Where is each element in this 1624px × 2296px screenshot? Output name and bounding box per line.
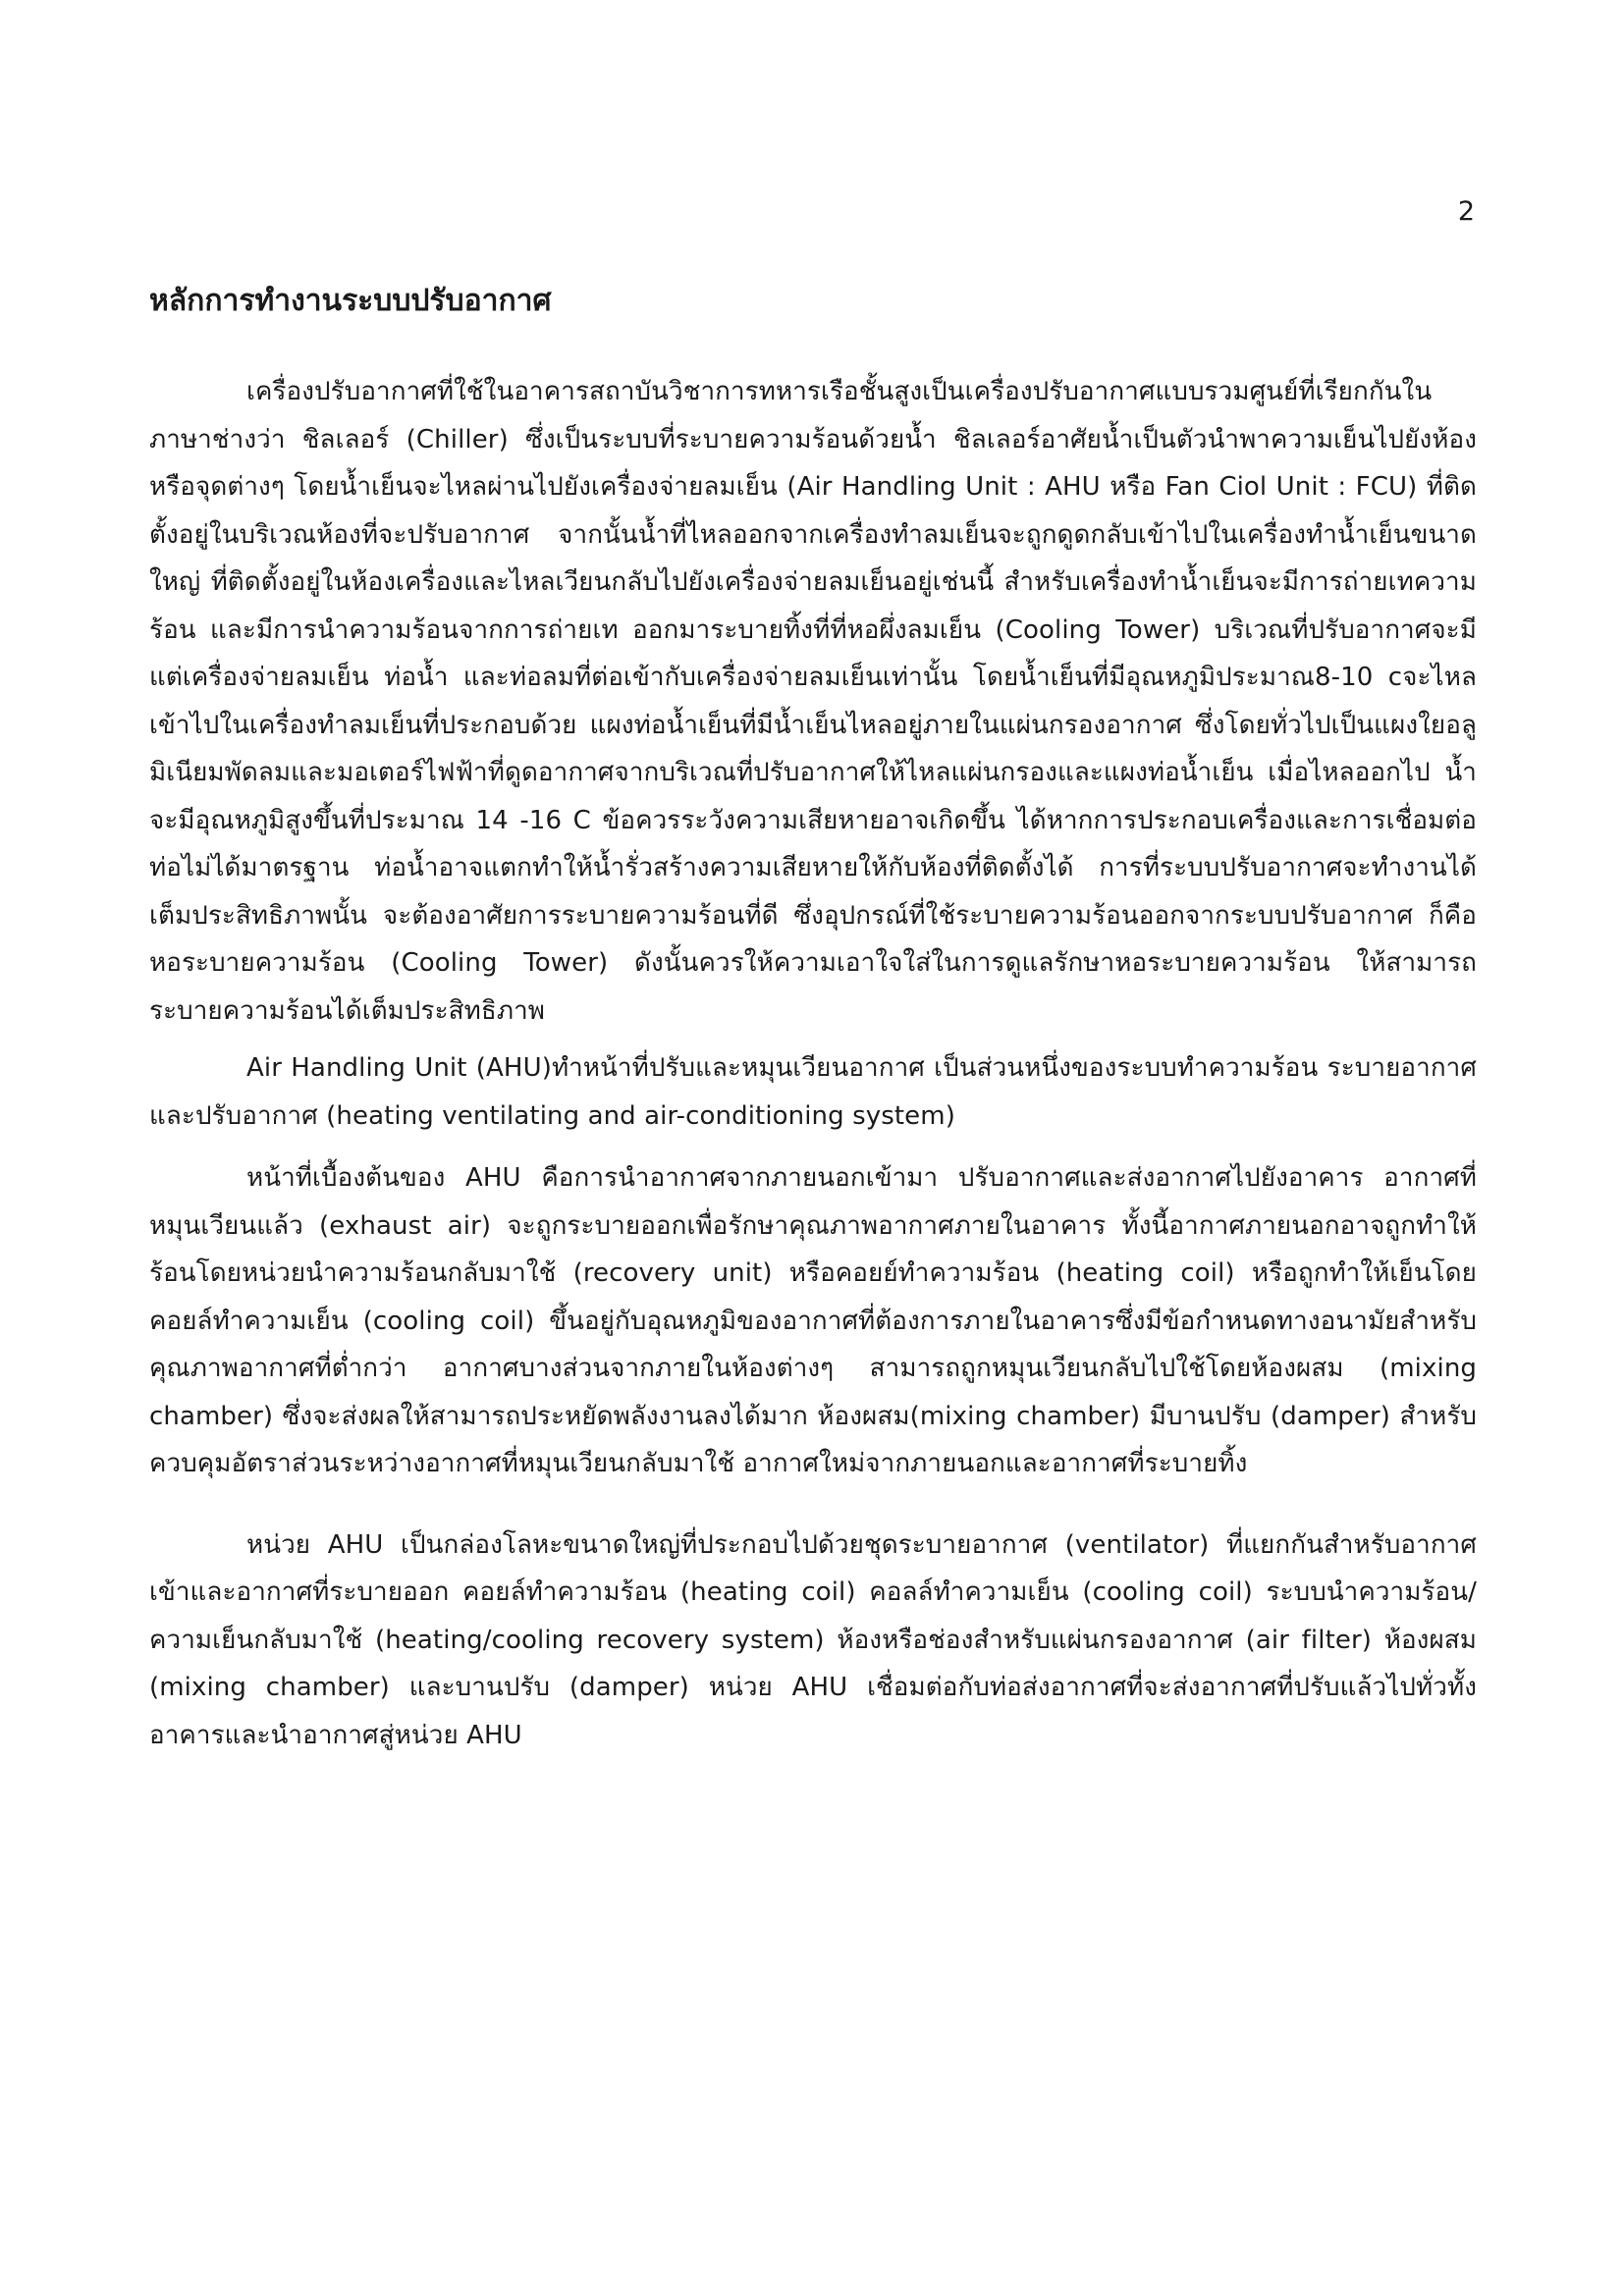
paragraph-ahu-components: หน่วย AHU เป็นกล่องโลหะขนาดใหญ่ที่ประกอบไปด้วยชุดระบายอากาศ (ventilator) ที่แยกกันสำหรับอากาศเข้าและอากาศที่ระบายออก คอยล์ทำความร้อน (heating coil) คอลล์ทำความเย็น (cooling coil) ระบบนำความร้อน/ความเย็นกลับมาใช้ (heating/cooling recovery system) ห้องหรือช่องสำหรับแผ่นกรองอากาศ (air filter) ห้องผสม (mixing chamber) และบานปรับ (damper) หน่วย AHU เชื่อมต่อกับท่อส่งอากาศที่จะส่งอากาศที่ปรับแล้วไปทั่วทั้งอาคารและนำอากาศสู่หน่วย AHU — [149, 1529, 1477, 1750]
paragraph-ahu-definition: Air Handling Unit (AHU)ทำหน้าที่ปรับและหมุนเวียนอากาศ เป็นส่วนหนึ่งของระบบทำความร้อน ระบายอากาศและปรับอากาศ (heating ventilating and air-conditioning system) — [149, 1053, 1477, 1131]
section-heading: หลักการทำงานระบบปรับอากาศ — [149, 284, 552, 318]
document-body — [149, 368, 1477, 1759]
paragraph-chiller-overview: เครื่องปรับอากาศที่ใช้ในอาคารสถาบันวิชาการทหารเรือชั้นสูงเป็นเครื่องปรับอากาศแบบรวมศูนย์ที่เรียกกันในภาษาช่างว่า ชิลเลอร์ (Chiller) ซึ่งเป็นระบบที่ระบายความร้อนด้วยน้ำ ชิลเลอร์อาศัยน้ำเป็นตัวนำพาความเย็นไปยังห้องหรือจุดต่างๆ โดยน้ำเย็นจะไหลผ่านไปยังเครื่องจ่ายลมเย็น (Air Handling Unit : AHU หรือ Fan Ciol Unit : FCU) ที่ติดตั้งอยู่ในบริเวณห้องที่จะปรับอากาศ จากนั้นน้ำที่ไหลออกจากเครื่องทำลมเย็นจะถูกดูดกลับเข้าไปในเครื่องทำน้ำเย็นขนาดใหญ่ ที่ติดตั้งอยู่ในห้องเครื่องและไหลเวียนกลับไปยังเครื่องจ่ายลมเย็นอยู่เช่นนี้ สำหรับเครื่องทำน้ำเย็นจะมีการถ่ายเทความร้อน และมีการนำความร้อนจากการถ่ายเท ออกมาระบายทิ้งที่ที่หอผึ่งลมเย็น (Cooling Tower) บริเวณที่ปรับอากาศจะมีแต่เครื่องจ่ายลมเย็น ท่อน้ำ และท่อลมที่ต่อเข้ากับเครื่องจ่ายลมเย็นเท่านั้น โดยน้ำเย็นที่มีอุณหภูมิประมาณ8-10 cจะไหลเข้าไปในเครื่องทำลมเย็นที่ประกอบด้วย แผงท่อน้ำเย็นที่มีน้ำเย็นไหลอยู่ภายในแผ่นกรองอากาศ ซึ่งโดยทั่วไปเป็นแผงใยอลูมิเนียมพัดลมและมอเตอร์ไฟฟ้าที่ดูดอากาศจากบริเวณที่ปรับอากาศให้ไหลแผ่นกรองและแผงท่อน้ำเย็น เมื่อไหลออกไป น้ำจะมีอุณหภูมิสูงขึ้นที่ประมาณ 14 -16 C ข้อควรระวังความเสียหายอาจเกิดขึ้น ได้หากการประกอบเครื่องและการเชื่อมต่อท่อไม่ได้มาตรฐาน ท่อน้ำอาจแตกทำให้น้ำรั่วสร้างความเสียหายให้กับห้องที่ติดตั้งได้ การที่ระบบปรับอากาศจะทำงานได้เต็มประสิทธิภาพนั้น จะต้องอาศัยการระบายความร้อนที่ดี ซึ่งอุปกรณ์ที่ใช้ระบายความร้อนออกจากระบบปรับอากาศ ก็คือหอระบายความร้อน (Cooling Tower) ดังนั้นควรให้ความเอาใจใส่ในการดูแลรักษาหอระบายความร้อน ให้สามารถระบายความร้อนได้เต็มประสิทธิภาพ — [149, 377, 1477, 1026]
page-number: 2 — [1457, 196, 1475, 227]
paragraph-ahu-function: หน้าที่เบื้องต้นของ AHU คือการนำอากาศจากภายนอกเข้ามา ปรับอากาศและส่งอากาศไปยังอาคาร อากาศที่หมุนเวียนแล้ว (exhaust air) จะถูกระบายออกเพื่อรักษาคุณภาพอากาศภายในอาคาร ทั้งนี้อากาศภายนอกอาจถูกทำให้ร้อนโดยหน่วยนำความร้อนกลับมาใช้ (recovery unit) หรือคอยย์ทำความร้อน (heating coil) หรือถูกทำให้เย็นโดยคอยล์ทำความเย็น (cooling coil) ขึ้นอยู่กับอุณหภูมิของอากาศที่ต้องการภายในอาคารซึ่งมีข้อกำหนดทางอนามัยสำหรับคุณภาพอากาศที่ต่ำกว่า อากาศบางส่วนจากภายในห้องต่างๆ สามารถถูกหมุนเวียนกลับไปใช้โดยห้องผสม (mixing chamber) ซึ่งจะส่งผลให้สามารถประหยัดพลังงานลงได้มาก ห้องผสม(mixing chamber) มีบานปรับ (damper) สำหรับควบคุมอัตราส่วนระหว่างอากาศที่หมุนเวียนกลับมาใช้ อากาศใหม่จากภายนอกและอากาศที่ระบายทิ้ง — [149, 1163, 1478, 1478]
